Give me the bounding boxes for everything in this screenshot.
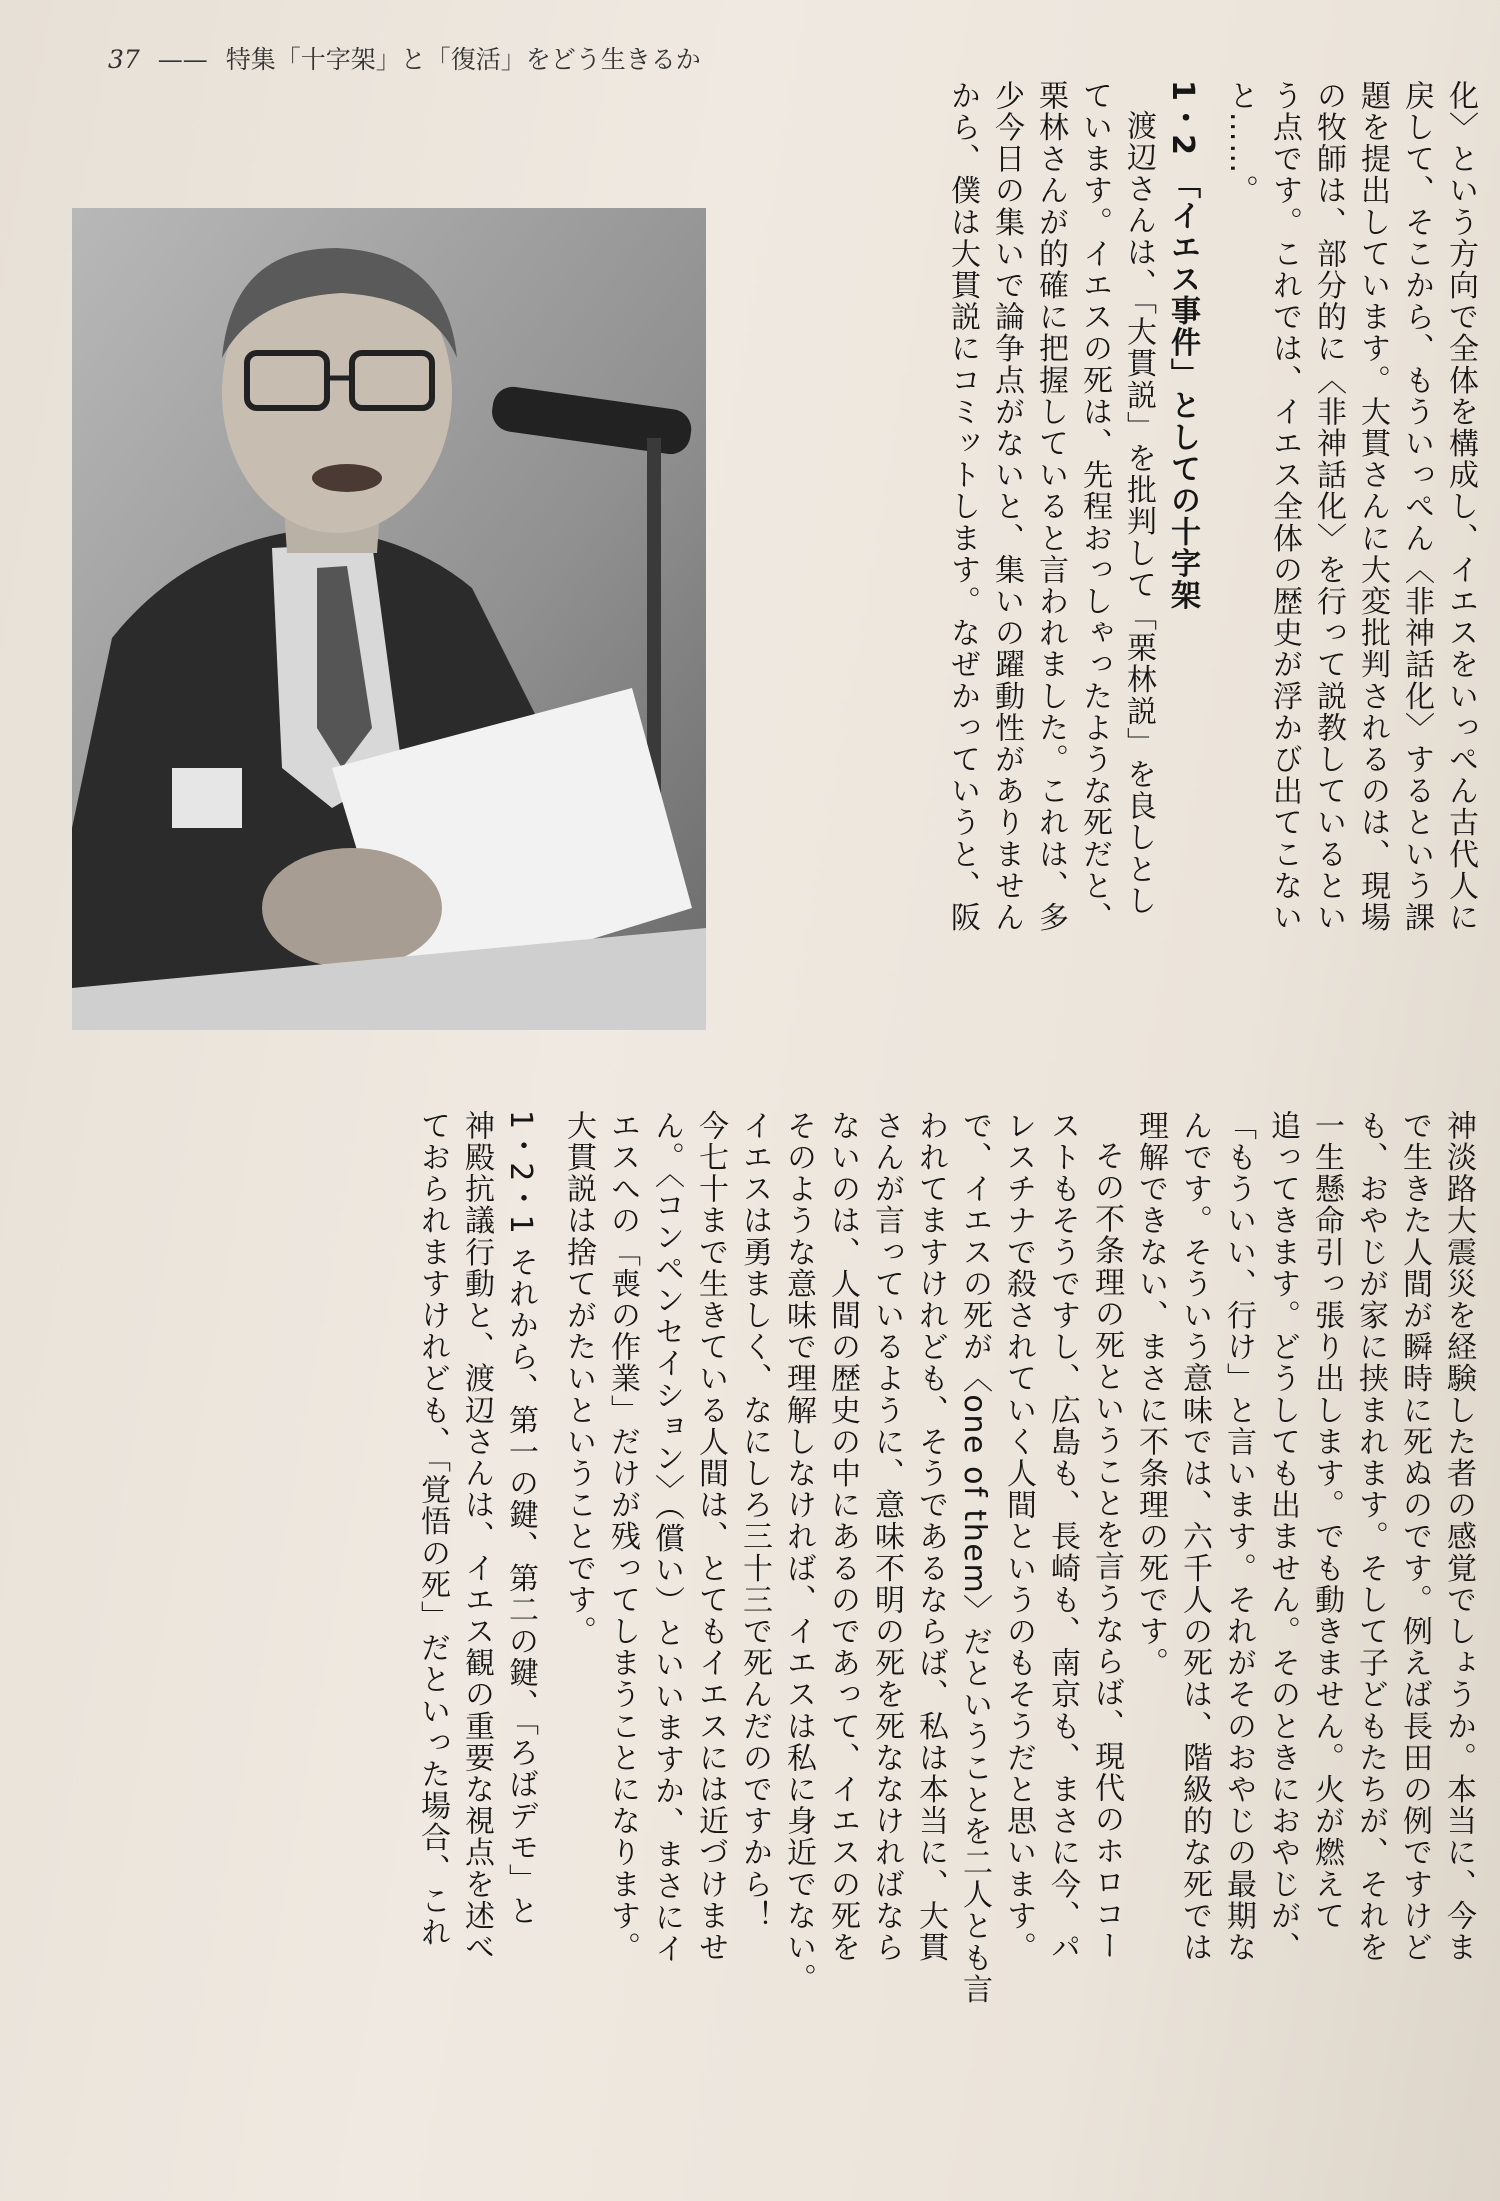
section-title: 特集「十字架」と「復活」をどう生きるか: [225, 45, 701, 74]
text-line: イエスは勇ましく、なにしろ三十三で死んだのですから！: [737, 1110, 772, 1932]
text-line: 少今日の集いで論争点がないと、集いの躍動性がありません: [989, 80, 1024, 934]
text-line: 理解できない、まさに不条理の死です。: [1133, 1110, 1168, 1679]
section-heading: 1・2 「イエス事件」としての十字架: [1165, 80, 1200, 611]
text-line: その不条理の死ということを言うならば、現代のホロコー: [1089, 1140, 1124, 1962]
top-column-text: [922, 80, 1482, 1065]
text-line: ストもそうですし、広島も、長崎も、南京も、まさに今、パ: [1045, 1110, 1080, 1964]
text-line: で、イエスの死が〈one of them〉だということを二人とも言: [957, 1110, 992, 2006]
text-line: う点です。これでは、イエス全体の歴史が浮かび出てこない: [1267, 80, 1302, 934]
text-line: 化〉という方向で全体を構成し、イエスをいっぺん古代人に: [1443, 80, 1478, 934]
header-dash: ——: [157, 45, 208, 74]
text-line: 「もういい、行け」と言います。それがそのおやじの最期な: [1221, 1110, 1256, 1964]
text-line: ん。〈コンペンセイション〉（償い）といいますか、まさにイ: [649, 1110, 684, 1965]
running-header: [108, 40, 1258, 76]
bottom-column-text: [60, 1110, 1480, 2190]
text-line: から、僕は大貫説にコミットします。なぜかっていうと、阪: [945, 80, 980, 934]
text-line: 大貫説は捨てがたいということです。: [561, 1110, 596, 1648]
text-line: 神淡路大震災を経験した者の感覚でしょうか。本当に、今ま: [1441, 1110, 1476, 1964]
text-line: 一生懸命引っ張り出します。でも動きません。火が燃えて: [1309, 1110, 1344, 1932]
text-line: も、おやじが家に挟まれます。そして子どもたちが、それを: [1353, 1110, 1388, 1964]
spacer: [1204, 80, 1218, 1065]
text-line: ないのは、人間の歴史の中にあるのであって、イエスの死を: [825, 1110, 860, 1964]
spacer: [542, 1110, 556, 2190]
text-line: 題を提出しています。大貫さんに大変批判されるのは、現場: [1355, 80, 1390, 934]
text-line: 追ってきます。どうしても出ません。そのときにおやじが、: [1265, 1110, 1300, 1964]
photo-illustration: [72, 208, 706, 1030]
text-line: エスへの「喪の作業」だけが残ってしまうことになります。: [605, 1110, 640, 1964]
text-line: ておられますけれども、「覚悟の死」だといった場合、これ: [415, 1110, 450, 1949]
text-line: 栗林さんが的確に把握していると言われました。これは、多: [1033, 80, 1068, 934]
text-line: 今七十まで生きている人間は、とてもイエスには近づけませ: [693, 1110, 728, 1964]
text-line: 渡辺さんは、「大貫説」を批判して「栗林説」を良しとし: [1121, 110, 1156, 917]
text-line: で生きた人間が瞬時に死ぬのです。例えば長田の例ですけど: [1397, 1110, 1432, 1964]
text-line: の牧師は、部分的に〈非神話化〉を行って説教しているとい: [1311, 80, 1346, 934]
text-line: 戻して、そこから、もういっぺん〈非神話化〉するという課: [1399, 80, 1434, 934]
text-line: さんが言っているように、意味不明の死を死ななければなら: [869, 1110, 904, 1964]
speaker-photo: [72, 208, 706, 1030]
page-number: 37: [108, 45, 140, 74]
text-line: われてますけれども、そうであるならば、私は本当に、大貫: [913, 1110, 948, 1964]
text-line: ています。イエスの死は、先程おっしゃったような死だと、: [1077, 80, 1112, 934]
text-line: と……。: [1223, 80, 1258, 207]
text-line: そのような意味で理解しなければ、イエスは私に身近でない。: [781, 1110, 816, 1995]
text-line: 神殿抗議行動と、渡辺さんは、イエス観の重要な視点を述べ: [459, 1110, 494, 1964]
text-line: レスチナで殺されていく人間というのもそうだと思います。: [1001, 1110, 1036, 1964]
text-line: 1・2・1 それから、第一の鍵、第二の鍵、「ろばデモ」と: [503, 1110, 538, 1927]
text-line: んです。そういう意味では、六千人の死は、階級的な死では: [1177, 1110, 1212, 1964]
